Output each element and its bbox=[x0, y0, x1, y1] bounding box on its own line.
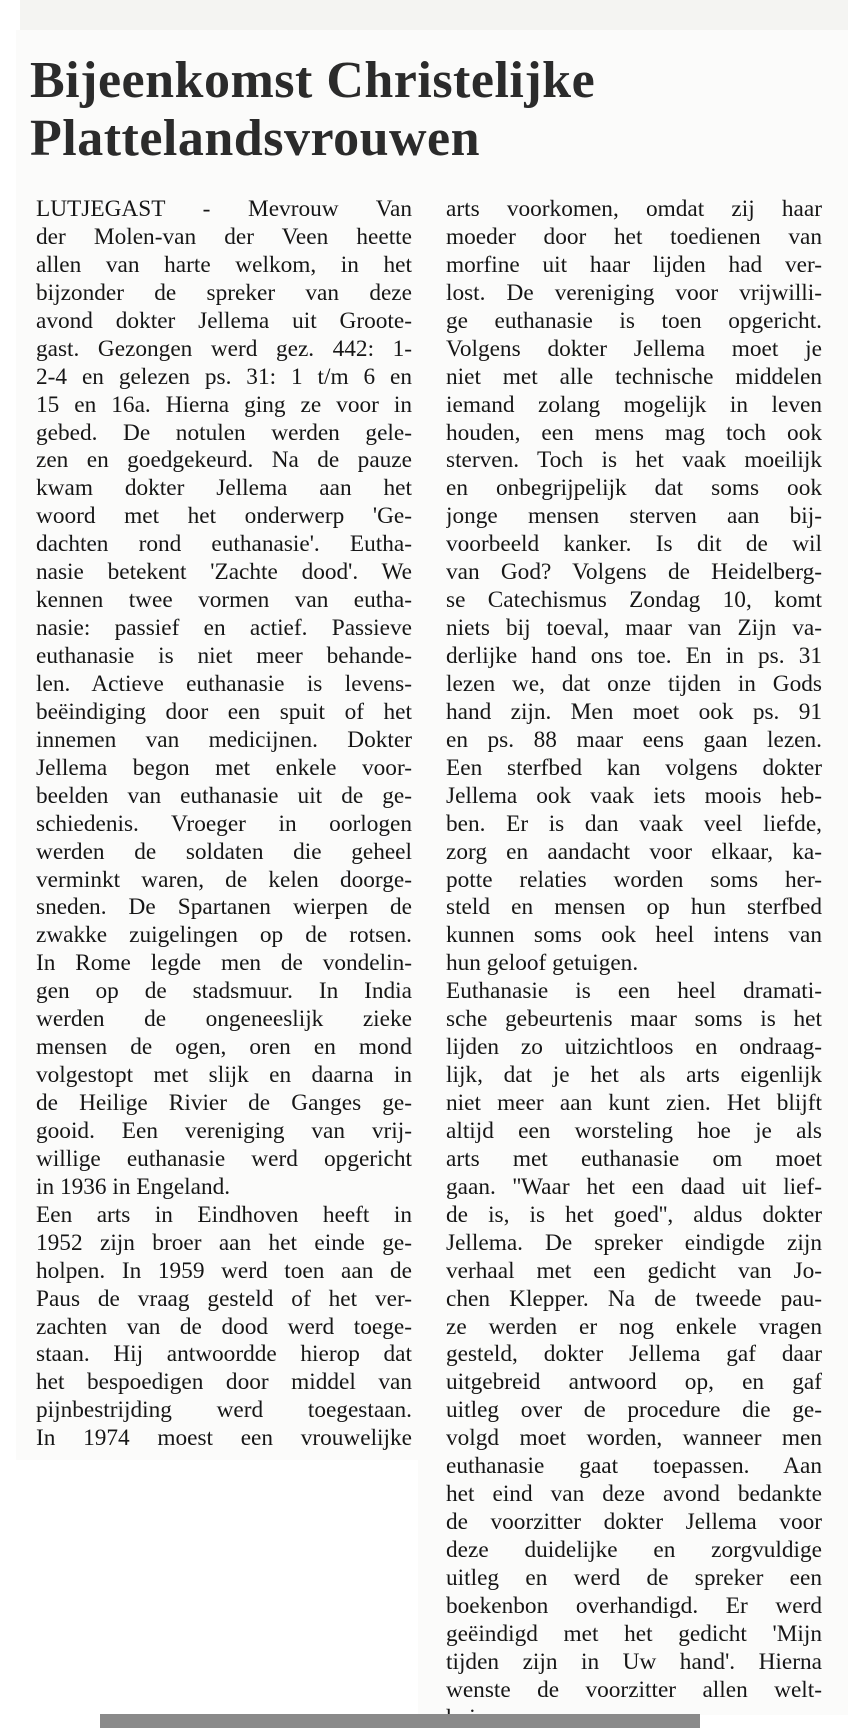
article-line: geëindigd met het gedicht 'Mijn bbox=[446, 1620, 822, 1647]
article-line: voorbeeld kanker. Is dit de wil bbox=[446, 531, 822, 558]
article-line: verminkt waren, de kelen doorge- bbox=[36, 866, 412, 893]
article-line: zachten van de dood werd toege- bbox=[36, 1313, 412, 1340]
article-line: van God? Volgens de Heidelberg- bbox=[446, 559, 822, 586]
article-line: kwam dokter Jellema aan het bbox=[36, 475, 412, 502]
article-line: bijzonder de spreker van deze bbox=[36, 279, 412, 306]
article-line: sterven. Toch is het vaak moeilijk bbox=[446, 447, 822, 474]
article-line: 2-4 en gelezen ps. 31: 1 t/m 6 en bbox=[36, 363, 412, 390]
article-column-left bbox=[36, 196, 412, 1453]
article-line: Jellema begon met enkele voor- bbox=[36, 754, 412, 781]
article-line: lezen we, dat onze tijden in Gods bbox=[446, 670, 822, 697]
article-line: gesteld, dokter Jellema gaf daar bbox=[446, 1341, 822, 1368]
article-line: Volgens dokter Jellema moet je bbox=[446, 335, 822, 362]
article-column-right bbox=[446, 196, 822, 1733]
article-line: nasie: passief en actief. Passieve bbox=[36, 615, 412, 642]
article-line: ben. Er is dan vaak veel liefde, bbox=[446, 810, 822, 837]
article-line: de voorzitter dokter Jellema voor bbox=[446, 1509, 822, 1536]
article-line: lijk, dat je het als arts eigenlijk bbox=[446, 1062, 822, 1089]
article-line: gebed. De notulen werden gele- bbox=[36, 419, 412, 446]
article-line: mensen de ogen, oren en mond bbox=[36, 1034, 412, 1061]
article-line: pijnbestrijding werd toegestaan. bbox=[36, 1397, 412, 1424]
article-line: chen Klepper. Na de tweede pau- bbox=[446, 1285, 822, 1312]
article-line: avond dokter Jellema uit Groote- bbox=[36, 307, 412, 334]
article-line: gast. Gezongen werd gez. 442: 1- bbox=[36, 335, 412, 362]
article-line: sneden. De Spartanen wierpen de bbox=[36, 894, 412, 921]
article-line: en onbegrijpelijk dat soms ook bbox=[446, 475, 822, 502]
article-line: het eind van deze avond bedankte bbox=[446, 1481, 822, 1508]
article-line: euthanasie is niet meer behande- bbox=[36, 643, 412, 669]
article-line: volgestopt met slijk en daarna in bbox=[36, 1062, 412, 1089]
article-line: uitleg en werd de spreker een bbox=[446, 1564, 822, 1591]
article-line: Jellema ook vaak iets moois heb- bbox=[446, 782, 822, 809]
article-line: jonge mensen sterven aan bij- bbox=[446, 503, 822, 530]
article-line: woord met het onderwerp 'Ge- bbox=[36, 503, 412, 530]
article-line: innemen van medicijnen. Dokter bbox=[36, 726, 412, 753]
article-line: lijden zo uitzichtloos en ondraag- bbox=[446, 1034, 822, 1061]
article-line: werden de ongeneeslijk zieke bbox=[36, 1006, 412, 1033]
article-line: der Molen-van der Veen heette bbox=[36, 223, 412, 250]
article-line: werden de soldaten die geheel bbox=[36, 838, 412, 865]
article-line: uitleg over de procedure die ge- bbox=[446, 1397, 822, 1424]
article-line: gooid. Een vereniging van vrij- bbox=[36, 1117, 412, 1144]
article-line: morfine uit haar lijden had ver- bbox=[446, 251, 822, 278]
article-line: wenste de voorzitter allen welt- bbox=[446, 1676, 822, 1703]
article-line: volgd moet worden, wanneer men bbox=[446, 1425, 822, 1452]
article-line: lost. De vereniging voor vrijwilli- bbox=[446, 279, 822, 306]
article-line: in 1936 in Engeland. bbox=[36, 1173, 231, 1200]
article-line: arts voorkomen, omdat zij haar bbox=[446, 196, 822, 222]
article-line: tijden zijn in Uw hand'. Hierna bbox=[446, 1648, 822, 1675]
article-line: gen op de stadsmuur. In India bbox=[36, 978, 412, 1005]
article-line: niets bij toeval, maar van Zijn va- bbox=[446, 615, 822, 642]
article-line: derlijke hand ons toe. En in ps. 31 bbox=[446, 643, 822, 669]
article-line: len. Actieve euthanasie is levens- bbox=[36, 670, 412, 697]
article-line: allen van harte welkom, in het bbox=[36, 251, 412, 278]
scan-edge-strip bbox=[100, 1714, 700, 1728]
article-line: schiedenis. Vroeger in oorlogen bbox=[36, 810, 412, 837]
article-line: sche gebeurtenis maar soms is het bbox=[446, 1006, 822, 1033]
article-line: en ps. 88 maar eens gaan lezen. bbox=[446, 726, 822, 753]
article-line: potte relaties worden soms her- bbox=[446, 866, 822, 893]
article-line: gaan. ''Waar het een daad uit lief- bbox=[446, 1173, 822, 1200]
article-line: ze werden er nog enkele vragen bbox=[446, 1313, 822, 1340]
article-line: boekenbon overhandigd. Er werd bbox=[446, 1592, 822, 1619]
article-line: altijd een worsteling hoe je als bbox=[446, 1117, 822, 1144]
headline-line-1: Bijeenkomst Christelijke bbox=[30, 52, 596, 109]
article-line: niet met alle technische middelen bbox=[446, 363, 822, 390]
article-line: steld en mensen op hun sterfbed bbox=[446, 894, 822, 921]
article-line: zwakke zuigelingen op de rotsen. bbox=[36, 922, 412, 949]
article-line: Een sterfbed kan volgens dokter bbox=[446, 754, 822, 781]
article-line: hun geloof getuigen. bbox=[446, 950, 639, 977]
headline-line-2: Plattelandsvrouwen bbox=[30, 110, 481, 167]
article-line: kennen twee vormen van eutha- bbox=[36, 587, 412, 614]
article-line: se Catechismus Zondag 10, komt bbox=[446, 587, 822, 614]
article-line: Jellema. De spreker eindigde zijn bbox=[446, 1229, 822, 1256]
article-line: dachten rond euthanasie'. Eutha- bbox=[36, 531, 412, 558]
article-line: moeder door het toedienen van bbox=[446, 223, 822, 250]
article-line: nasie betekent 'Zachte dood'. We bbox=[36, 559, 412, 586]
article-line: kunnen soms ook heel intens van bbox=[446, 922, 822, 949]
article-line: houden, een mens mag toch ook bbox=[446, 419, 822, 446]
article-line: ge euthanasie is toen opgericht. bbox=[446, 307, 822, 334]
article-line: beelden van euthanasie uit de ge- bbox=[36, 782, 412, 809]
article-line: holpen. In 1959 werd toen aan de bbox=[36, 1257, 412, 1284]
article-line: Euthanasie is een heel dramati- bbox=[446, 978, 822, 1005]
article-line: Een arts in Eindhoven heeft in bbox=[36, 1201, 412, 1228]
article-line: arts met euthanasie om moet bbox=[446, 1145, 822, 1172]
article-line: willige euthanasie werd opgericht bbox=[36, 1145, 412, 1172]
article-line: 1952 zijn broer aan het einde ge- bbox=[36, 1229, 412, 1256]
article-line: beëindiging door een spuit of het bbox=[36, 698, 412, 725]
article-line: LUTJEGAST - Mevrouw Van bbox=[36, 196, 412, 222]
article-line: staan. Hij antwoordde hierop dat bbox=[36, 1341, 412, 1368]
article-line: de Heilige Rivier de Ganges ge- bbox=[36, 1090, 412, 1116]
article-line: In Rome legde men de vondelin- bbox=[36, 950, 412, 977]
article-line: de is, is het goed'', aldus dokter bbox=[446, 1201, 822, 1228]
article-line: iemand zolang mogelijk in leven bbox=[446, 391, 822, 418]
article-line: niet meer aan kunt zien. Het blijft bbox=[446, 1090, 822, 1116]
article-line: hand zijn. Men moet ook ps. 91 bbox=[446, 698, 822, 725]
article-line: zorg en aandacht voor elkaar, ka- bbox=[446, 838, 822, 865]
article-line: deze duidelijke en zorgvuldige bbox=[446, 1537, 822, 1563]
article-line: 15 en 16a. Hierna ging ze voor in bbox=[36, 391, 412, 418]
article-line: euthanasie gaat toepassen. Aan bbox=[446, 1453, 822, 1480]
article-line: In 1974 moest een vrouwelijke bbox=[36, 1425, 412, 1452]
article-headline bbox=[30, 52, 820, 168]
article-line: verhaal met een gedicht van Jo- bbox=[446, 1257, 822, 1284]
article-line: uitgebreid antwoord op, en gaf bbox=[446, 1369, 822, 1396]
article-line: Paus de vraag gesteld of het ver- bbox=[36, 1285, 412, 1312]
article-line: het bespoedigen door middel van bbox=[36, 1369, 412, 1396]
article-line: zen en goedgekeurd. Na de pauze bbox=[36, 447, 412, 474]
